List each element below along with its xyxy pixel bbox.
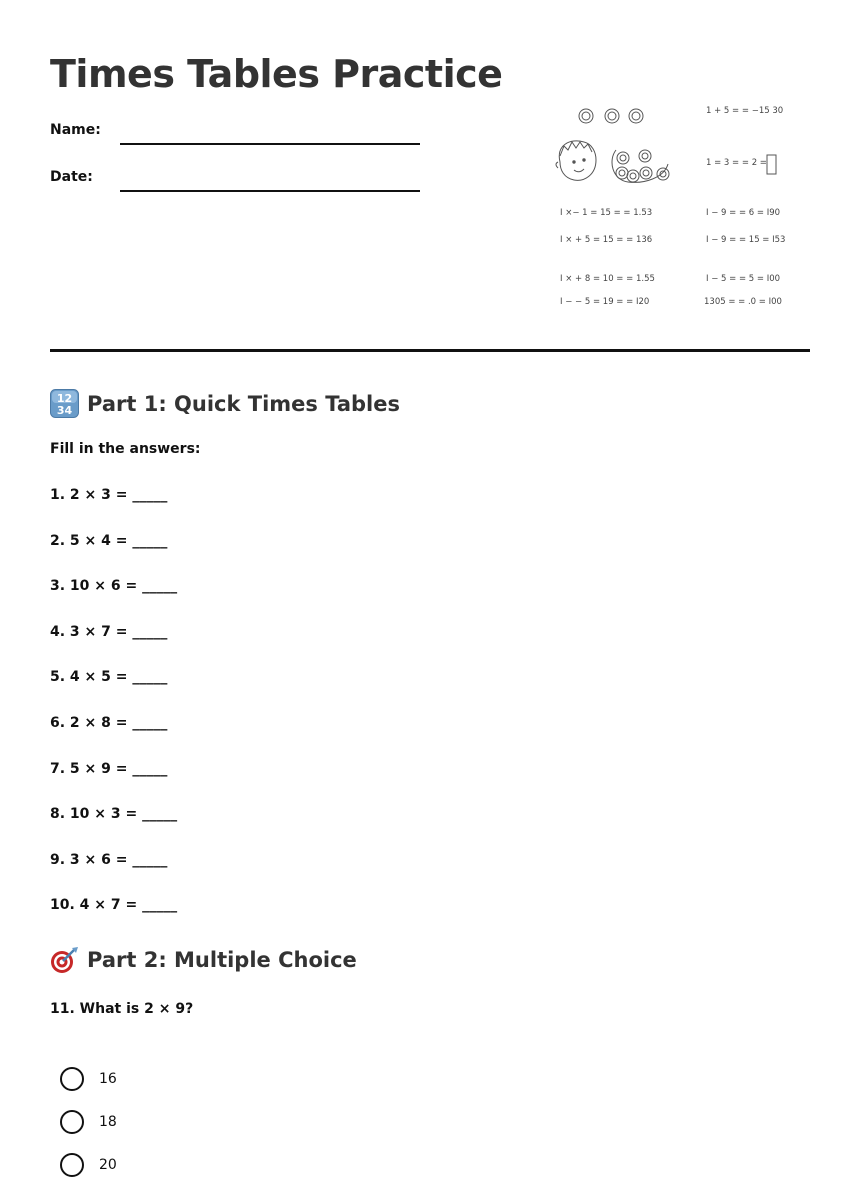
input-numbers-icon [50,389,79,418]
radio-button[interactable] [60,1067,84,1091]
option-18[interactable] [60,1109,117,1135]
question-3[interactable]: 3. 10 × 6 = _____ [50,578,178,594]
worksheet-illustration [548,100,798,315]
page-title: Times Tables Practice [50,52,503,96]
option-label: 18 [99,1114,117,1130]
header-divider [50,349,810,352]
question-8[interactable]: 8. 10 × 3 = _____ [50,806,178,822]
question-6[interactable]: 6. 2 × 8 = _____ [50,715,168,731]
question-2[interactable]: 2. 5 × 4 = _____ [50,533,168,549]
illustration-equation: I − 9 = = 15 = I53 [706,235,786,245]
part2-title: Part 2: Multiple Choice [87,947,357,972]
illustration-equation: 1 = 3 = = 2 = [706,158,767,168]
illustration-equation: I × + 5 = 15 = = 136 [560,235,653,245]
question-1[interactable]: 1. 2 × 3 = _____ [50,487,168,503]
option-label: 16 [99,1071,117,1087]
option-20[interactable] [60,1152,117,1178]
question-11: 11. What is 2 × 9? [50,1001,194,1017]
name-field-row [50,122,430,152]
svg-text:12: 12 [56,392,73,405]
option-label: 20 [99,1157,117,1173]
question-5[interactable]: 5. 4 × 5 = _____ [50,669,168,685]
radio-button[interactable] [60,1110,84,1134]
illustration-equation: I − 9 = = 6 = I90 [706,208,781,218]
radio-button[interactable] [60,1153,84,1177]
option-16[interactable] [60,1066,117,1092]
date-label: Date: [50,169,93,185]
illustration-equation: I − 5 = = 5 = I00 [706,274,781,284]
svg-text:34: 34 [56,404,73,417]
illustration-equation: 1305 = = .0 = I00 [704,297,782,307]
illustration-equation: I − − 5 = 19 = = I20 [560,297,650,307]
question-7[interactable]: 7. 5 × 9 = _____ [50,761,168,777]
illustration-equation: I ×− 1 = 15 = = 1.53 [560,208,653,218]
part2-heading [50,945,357,974]
part1-heading [50,389,400,418]
question-10[interactable]: 10. 4 × 7 = _____ [50,897,178,913]
question-4[interactable]: 4. 3 × 7 = _____ [50,624,168,640]
direct-hit-target-icon [50,945,79,974]
date-field-row [50,169,430,199]
part1-instruction: Fill in the answers: [50,441,201,457]
illustration-equation: I × + 8 = 10 = = 1.55 [560,274,655,284]
date-field[interactable] [120,190,420,192]
name-label: Name: [50,122,101,138]
name-field[interactable] [120,143,420,145]
part1-title: Part 1: Quick Times Tables [87,391,400,416]
question-9[interactable]: 9. 3 × 6 = _____ [50,852,168,868]
illustration-equation: 1 + 5 = = −15 30 [706,106,784,116]
